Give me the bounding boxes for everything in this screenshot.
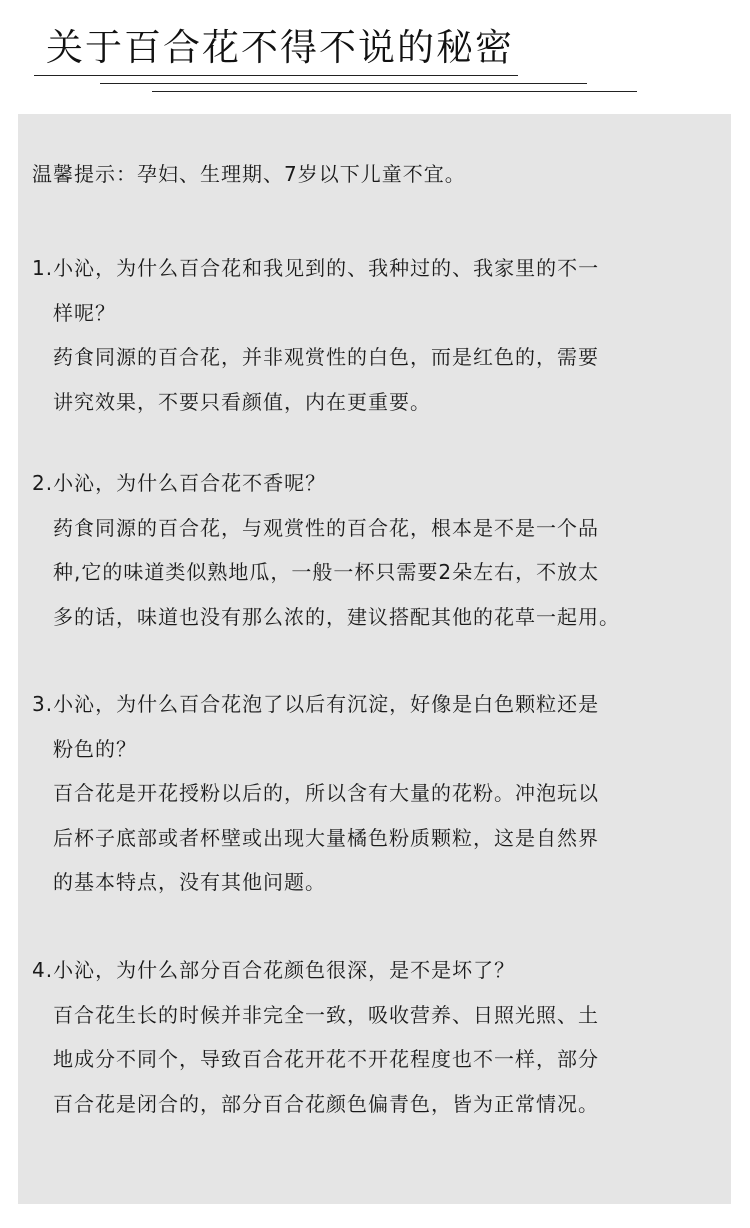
answer-line: 的基本特点，没有其他问题。 [53, 870, 326, 894]
title-underline-2 [100, 83, 587, 84]
answer-line: 百合花是闭合的，部分百合花颜色偏青色，皆为正常情况。 [53, 1091, 599, 1116]
question-line: 粉色的？ [53, 736, 137, 761]
answer-line: 百合花生长的时候并非完全一致，吸收营养、日照光照、土 [53, 1002, 599, 1027]
answer-line: 种,它的味道类似熟地瓜，一般一杯只需要2朵左右，不放太 [53, 560, 600, 584]
notice-text: 温馨提示：孕妇、生理期、7岁以下儿童不宜。 [32, 162, 466, 186]
qa-item-4 [32, 948, 599, 1126]
answer-line: 多的话，味道也没有那么浓的，建议搭配其他的花草一起用。 [53, 604, 620, 629]
title-underline-1 [34, 75, 518, 76]
answer-line: 百合花是开花授粉以后的，所以含有大量的花粉。冲泡玩以 [53, 781, 599, 805]
question-line: 样呢？ [53, 300, 116, 325]
question-line: 2.小沁，为什么百合花不香呢？ [32, 471, 327, 495]
answer-line: 后杯子底部或者杯壁或出现大量橘色粉质颗粒，这是自然界 [53, 825, 599, 850]
content-panel [18, 114, 731, 1204]
page-title: 关于百合花不得不说的秘密 [46, 26, 514, 69]
title-underline-3 [152, 91, 637, 92]
question-line: 4.小沁，为什么部分百合花颜色很深，是不是坏了？ [32, 958, 516, 982]
qa-item-3 [32, 682, 599, 905]
question-line: 3.小沁，为什么百合花泡了以后有沉淀，好像是白色颗粒还是 [32, 692, 600, 716]
answer-line: 药食同源的百合花，与观赏性的百合花，根本是不是一个品 [53, 515, 599, 540]
question-line: 1.小沁，为什么百合花和我见到的、我种过的、我家里的不一 [32, 256, 600, 280]
answer-line: 讲究效果，不要只看颜值，内在更重要。 [53, 389, 431, 414]
qa-item-1 [32, 246, 599, 424]
qa-item-2 [32, 461, 620, 639]
answer-line: 地成分不同个，导致百合花开花不开花程度也不一样，部分 [53, 1047, 599, 1071]
answer-line: 药食同源的百合花，并非观赏性的白色，而是红色的，需要 [53, 345, 599, 369]
